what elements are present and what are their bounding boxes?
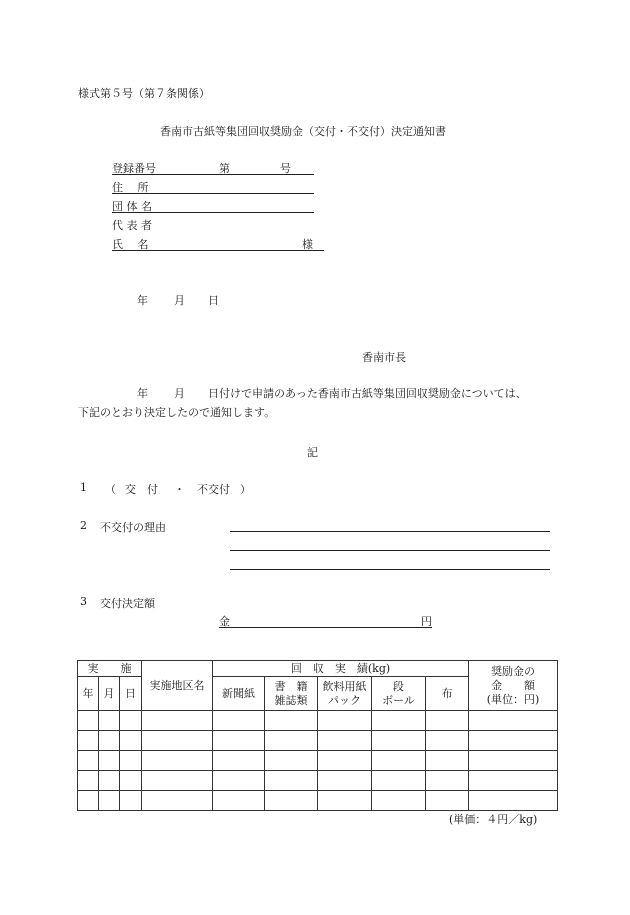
registration-dai-label: 第 [219,162,230,175]
collection-record-table [77,660,558,811]
subsidy-header-line-2: 金 額 [491,678,536,692]
books-line-1: 書 籍 [274,679,308,693]
table-cell [120,771,142,791]
amount-underline [219,627,432,628]
item-1-separator: ・ [174,483,185,496]
registration-number-label: 登録番号 [112,162,156,175]
cartons-line-2: パック [328,693,361,707]
header-subsidy-amount [469,661,558,711]
date-day: 日 [208,294,219,307]
group-name-label: 団 体 名 [112,200,152,213]
table-cell [78,731,99,751]
table-cell [213,751,265,771]
table-row [78,751,558,771]
item-3-number: 3 [80,595,87,608]
table-cell [213,711,265,731]
item-1-open-paren: （ [105,483,116,496]
cartons-line-1: 飲料用紙 [322,679,367,693]
cardboard-line-1: 段 [393,679,404,693]
item-1-close-paren: ） [240,483,251,496]
table-cell [469,771,558,791]
item-2-number: 2 [80,519,87,532]
table-cell [142,791,213,811]
address-label: 住 所 [112,181,149,194]
table-cell [213,771,265,791]
header-books-magazines [265,677,318,711]
header-collection-results: 回 収 実 績(kg) [213,661,469,677]
table-cell [265,711,318,731]
group-name-underline [112,212,314,213]
table-cell [426,711,469,731]
table-cell [99,731,120,751]
table-cell [265,751,318,771]
subsidy-header-line-3: (単位：円) [486,692,540,706]
cardboard-line-2: ボール [382,693,415,707]
header-newspaper: 新聞紙 [213,677,265,711]
table-cell [265,731,318,751]
item-2-label: 不交付の理由 [100,521,166,534]
body-year: 年 [137,387,148,400]
reason-line-2 [230,550,550,551]
document-title: 香南市古紙等集団回収奨励金（交付・不交付）決定通知書 [160,125,446,138]
table-cell [99,711,120,731]
reason-line-3 [230,569,550,570]
table-cell [120,751,142,771]
table-cell [142,771,213,791]
reason-line-1 [230,531,550,532]
table-cell [142,731,213,751]
date-month: 月 [174,294,185,307]
header-beverage-cartons [318,677,372,711]
unit-price-note: (単価：４円／kg) [449,813,538,826]
header-area-name: 実施地区名 [142,661,213,711]
header-cloth: 布 [426,677,469,711]
table-cell [265,791,318,811]
table-cell [426,791,469,811]
header-year: 年 [78,677,99,711]
header-day: 日 [120,677,142,711]
table-cell [78,791,99,811]
item-3-label: 交付決定額 [100,597,155,610]
table-cell [265,771,318,791]
table-cell [142,711,213,731]
table-cell [78,711,99,731]
table-cell [426,771,469,791]
registration-underline [112,174,314,175]
table-cell [78,751,99,771]
table-cell [120,711,142,731]
table-cell [426,731,469,751]
books-line-2: 雑誌類 [274,693,308,707]
address-underline [112,193,314,194]
table-row [78,711,558,731]
table-cell [469,731,558,751]
item-1-fukofu: 不交付 [197,483,230,496]
amount-kin: 金 [219,615,230,628]
table-cell [318,751,372,771]
registration-go-label: 号 [280,162,291,175]
table-cell [142,751,213,771]
date-year: 年 [137,294,148,307]
table-cell [372,771,426,791]
form-number: 様式第５号（第７条関係） [78,87,210,100]
table-cell [99,771,120,791]
table-row [78,731,558,751]
name-label: 氏 名 [112,238,149,251]
table-cell [78,771,99,791]
header-cardboard [372,677,426,711]
table-cell [213,791,265,811]
table-cell [99,791,120,811]
table-cell [372,751,426,771]
table-cell [318,791,372,811]
name-underline [112,250,324,251]
table-cell [469,791,558,811]
item-1-number: 1 [80,481,87,494]
table-cell [426,751,469,771]
table-row [78,791,558,811]
body-month: 月 [174,387,185,400]
table-cell [372,711,426,731]
table-cell [372,791,426,811]
table-cell [99,751,120,771]
table-cell [318,711,372,731]
table-cell [318,771,372,791]
table-cell [372,731,426,751]
table-cell [469,751,558,771]
item-1-kofu: 交 付 [125,483,158,496]
table-cell [318,731,372,751]
amount-en: 円 [421,615,432,628]
honorific-sama: 様 [302,238,313,251]
table-header-row-1 [78,661,558,677]
issuer: 香南市長 [362,351,406,364]
table-cell [213,731,265,751]
subsidy-header-line-1: 奨励金の [491,664,536,678]
table-cell [120,731,142,751]
table-row [78,771,558,791]
body-line2-text: 下記のとおり決定したので通知します。 [78,406,276,419]
table-cell [120,791,142,811]
body-line1-text: 日付けで申請のあった香南市古紙等集団回収奨励金については、 [208,387,527,400]
header-month: 月 [99,677,120,711]
table-cell [469,711,558,731]
representative-label: 代 表 者 [112,219,152,232]
header-jisshi: 実 施 [78,661,142,677]
ki-heading: 記 [307,446,318,459]
